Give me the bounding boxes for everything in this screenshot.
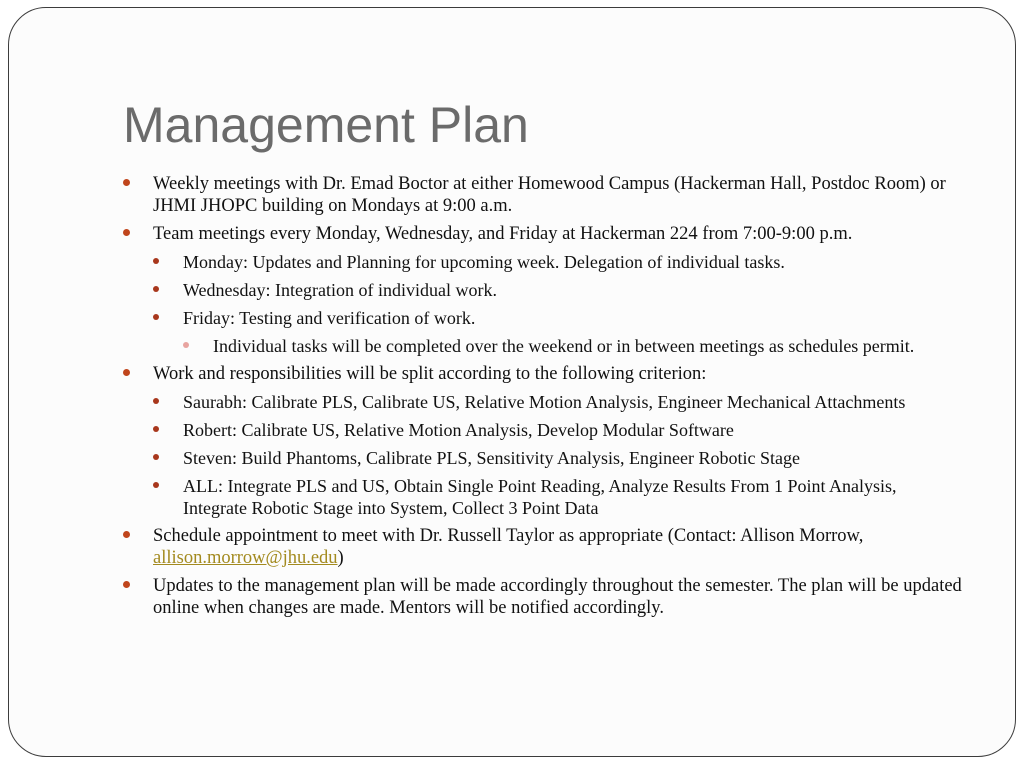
- sub-sub-bullet-individual-tasks: [183, 335, 963, 357]
- bullet-text-before-link: Schedule appointment to meet with Dr. Russell Taylor as appropriate (Contact: Allison Morrow,: [153, 526, 864, 546]
- bullet-schedule-appointment: [123, 525, 963, 569]
- email-link[interactable]: allison.morrow@jhu.edu: [153, 548, 338, 568]
- bullet-work-responsibilities: [123, 363, 963, 519]
- bullet-dot-icon: [123, 229, 130, 236]
- friday-sublist: [183, 335, 963, 357]
- bullet-dot-icon: [123, 531, 130, 538]
- sub-bullet-saurabh: [153, 391, 963, 413]
- bullet-text-after-link: ): [337, 548, 344, 568]
- bullet-dot-icon: [123, 581, 130, 588]
- bullet-text: Team meetings every Monday, Wednesday, and Friday at Hackerman 224 from 7:00-9:00 p.m.: [153, 224, 853, 244]
- bullet-dot-icon: [153, 454, 159, 460]
- bullet-updates-plan: [123, 575, 963, 619]
- sub-bullet-robert: [153, 419, 963, 441]
- sub-bullet-friday: [153, 307, 963, 357]
- responsibilities-sublist: [153, 391, 963, 519]
- sub-bullet-wednesday: [153, 279, 963, 301]
- bullet-text: Updates to the management plan will be made accordingly throughout the semester. The plan will be updated online when changes are made. Mentors will be notified accordingly.: [153, 576, 962, 618]
- sub-bullet-text: ALL: Integrate PLS and US, Obtain Single Point Reading, Analyze Results From 1 Point Analysis, Integrate Robotic Stage into System, Collect 3 Point Data: [183, 476, 897, 518]
- sub-bullet-text: Monday: Updates and Planning for upcoming week. Delegation of individual tasks.: [183, 252, 785, 272]
- team-meetings-sublist: [153, 251, 963, 357]
- bullet-dot-icon: [153, 286, 159, 292]
- sub-bullet-text: Saurabh: Calibrate PLS, Calibrate US, Relative Motion Analysis, Engineer Mechanical Attachments: [183, 392, 906, 412]
- bullet-dot-icon: [153, 398, 159, 404]
- bullet-weekly-meetings: [123, 173, 963, 217]
- bullet-dot-icon: [153, 258, 159, 264]
- bullet-text: Work and responsibilities will be split according to the following criterion:: [153, 364, 707, 384]
- slide-title: Management Plan: [123, 97, 529, 153]
- bullet-dot-icon: [153, 426, 159, 432]
- bullet-team-meetings: [123, 223, 963, 357]
- sub-bullet-text: Robert: Calibrate US, Relative Motion Analysis, Develop Modular Software: [183, 420, 734, 440]
- bullet-dot-icon: [123, 179, 130, 186]
- bullet-text: Weekly meetings with Dr. Emad Boctor at either Homewood Campus (Hackerman Hall, Postdoc Room) or JHMI JHOPC building on Mondays at 9:00 a.m.: [153, 174, 946, 216]
- sub-bullet-monday: [153, 251, 963, 273]
- slide-frame: [8, 7, 1016, 757]
- sub-sub-bullet-text: Individual tasks will be completed over the weekend or in between meetings as schedules permit.: [213, 336, 915, 356]
- bullet-dot-icon: [183, 342, 189, 348]
- sub-bullet-text: Friday: Testing and verification of work.: [183, 308, 476, 328]
- bullet-dot-icon: [123, 369, 130, 376]
- sub-bullet-all: [153, 475, 963, 519]
- bullet-list: [123, 173, 963, 625]
- sub-bullet-steven: [153, 447, 963, 469]
- bullet-dot-icon: [153, 482, 159, 488]
- sub-bullet-text: Wednesday: Integration of individual work.: [183, 280, 497, 300]
- sub-bullet-text: Steven: Build Phantoms, Calibrate PLS, Sensitivity Analysis, Engineer Robotic Stage: [183, 448, 800, 468]
- bullet-dot-icon: [153, 314, 159, 320]
